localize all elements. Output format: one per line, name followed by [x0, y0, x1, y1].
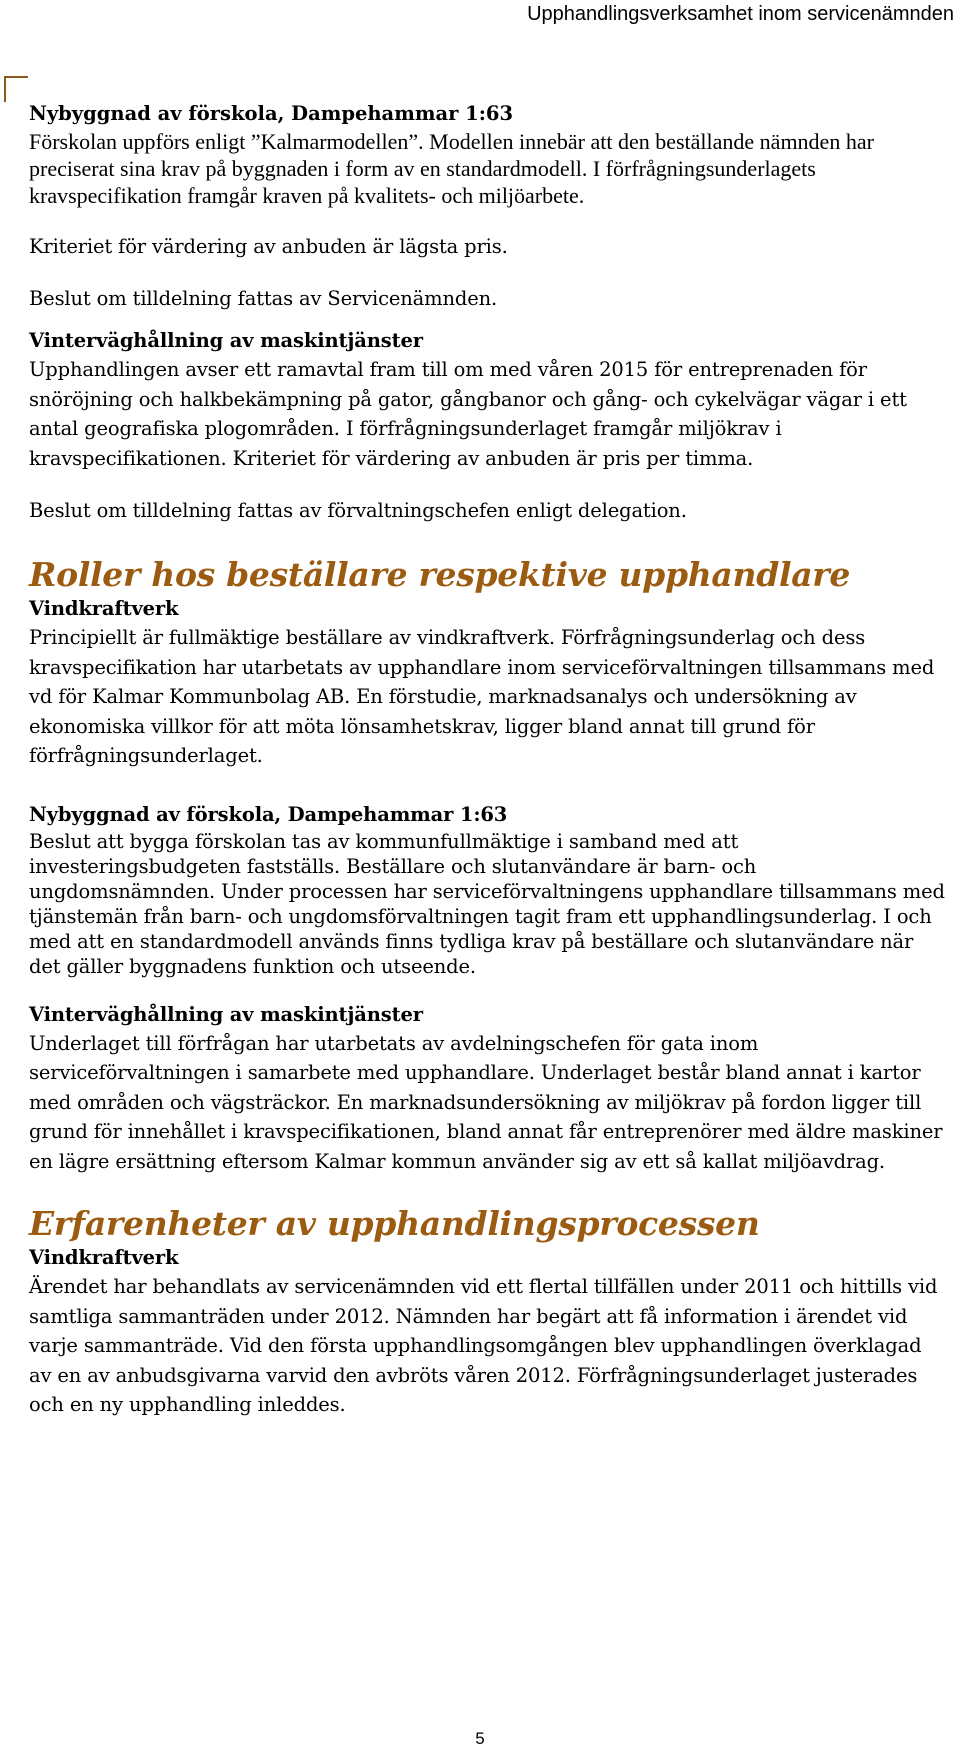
subheading-experience-vindkraftverk: Vindkraftverk — [29, 1246, 179, 1269]
corner-rule-mark — [4, 76, 28, 102]
paragraph-forskola-criteria: Kriteriet för värdering av anbuden är lägsta pris. — [29, 235, 508, 258]
section-title-roles: Roller hos beställare respektive upphandlare — [29, 555, 851, 594]
section-heading-forskola: Nybyggnad av förskola, Dampehammar 1:63 — [29, 102, 514, 125]
paragraph-roles-vinter: Underlaget till förfrågan har utarbetats av avdelningschefen för gata inom serviceförvaltningen i samarbete med upphandlare. Underlaget består bland annat i kartor med områden och vägsträckor. En marknadsundersökning av miljökrav på fordon ligger till grund för innehållet i kravspecifikationen, bland annat får entreprenörer med äldre maskiner en lägre ersättning eftersom Kalmar kommun använder sig av ett så kallat miljöavdrag. — [29, 1031, 943, 1173]
section-heading-vinter: Vinterväghållning av maskintjänster — [29, 329, 423, 352]
paragraph-roles-vindkraftverk: Principiellt är fullmäktige beställare av vindkraftverk. Förfrågningsunderlag och dess kravspecifikation har utarbetats av upphandlare inom serviceförvaltningen tillsammans med vd för Kalmar Kommunbolag AB. En förstudie, marknadsanalys och undersökning av ekonomiska villkor för att möta lönsamhetskrav, ligger bland annat till grund för förfrågningsunderlaget. — [29, 626, 935, 767]
running-header: Upphandlingsverksamhet inom servicenämnden — [527, 3, 954, 25]
subheading-roles-vinter: Vinterväghållning av maskintjänster — [29, 1002, 423, 1026]
paragraph-roles-forskola: Beslut att bygga förskolan tas av kommunfullmäktige i samband med att investeringsbudgeten fastställs. Beställare och slutanvändare är barn- och ungdomsnämnden. Under processen har serviceförvaltningens upphandlare tillsammans med tjänstemän från barn- och ungdomsförvaltningen tagit fram ett upphandlingsunderlag. I och med att en standardmodell används finns tydliga krav på beställare och slutanvändare när det gäller byggnadens funktion och utseende. — [29, 829, 945, 978]
subheading-roles-forskola: Nybyggnad av förskola, Dampehammar 1:63 — [29, 802, 508, 826]
paragraph-vinter-decision: Beslut om tilldelning fattas av förvaltningschefen enligt delegation. — [29, 499, 687, 522]
page-number: 5 — [475, 1729, 485, 1748]
paragraph-experience-vindkraftverk: Ärendet har behandlats av servicenämnden vid ett flertal tillfällen under 2011 och hittills vid samtliga sammanträden under 2012. Nämnden har begärt att få information i ärendet vid varje sammanträde. Vid den första upphandlingsomgången blev upphandlingen överklagad av en av anbudsgivarna varvid den avbröts våren 2012. Förfrågningsunderlaget justerades och en ny upphandling inleddes. — [29, 1275, 938, 1416]
subheading-roles-vindkraftverk: Vindkraftverk — [29, 597, 179, 620]
paragraph-forskola-model: Förskolan uppförs enligt ”Kalmarmodellen”. Modellen innebär att den beställande nämnden har preciserat sina krav på byggnaden i form av en standardmodell. I förfrågningsunderlagets kravspecifikation framgår kraven på kvalitets- och miljöarbete. — [29, 129, 874, 208]
document-body — [29, 100, 945, 1420]
section-title-experience: Erfarenheter av upphandlingsprocessen — [29, 1204, 760, 1243]
paragraph-forskola-decision: Beslut om tilldelning fattas av Servicenämnden. — [29, 287, 498, 310]
paragraph-vinter-scope: Upphandlingen avser ett ramavtal fram till om med våren 2015 för entreprenaden för snöröjning och halkbekämpning på gator, gångbanor och gång- och cykelvägar vägar i ett antal geografiska plogområden. I förfrågningsunderlaget framgår miljökrav i kravspecifikationen. Kriteriet för värdering av anbuden är pris per timma. — [29, 358, 907, 470]
